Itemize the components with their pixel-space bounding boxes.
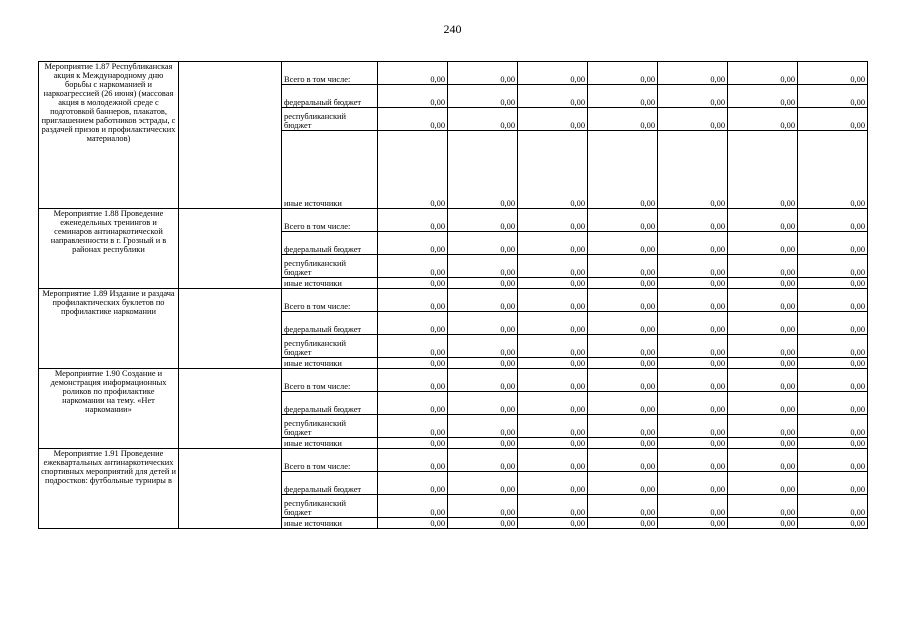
amount-cell: 0,00 <box>658 335 728 358</box>
funding-source-cell: федеральный бюджет <box>282 392 378 415</box>
funding-source-cell: Всего в том числе: <box>282 289 378 312</box>
amount-cell: 0,00 <box>728 312 798 335</box>
amount-cell: 0,00 <box>728 289 798 312</box>
funding-source-cell: республиканский бюджет <box>282 415 378 438</box>
table-row <box>39 449 868 472</box>
amount-cell: 0,00 <box>728 108 798 131</box>
amount-cell: 0,00 <box>518 278 588 289</box>
amount-cell: 0,00 <box>588 131 658 209</box>
funding-source-cell: Всего в том числе: <box>282 369 378 392</box>
amount-cell: 0,00 <box>728 255 798 278</box>
amount-cell: 0,00 <box>378 289 448 312</box>
activity-name-cell: Мероприятие 1.87 Республиканская акция к Международному дню борьбы с наркоманией и наркоагрессией (26 июня) (массовая акция в молодежной среде с подготовкой баннеров, плакатов, приглашением работников эстрады, с раздачей призов и профилактических материалов) <box>39 62 179 209</box>
amount-cell: 0,00 <box>378 312 448 335</box>
amount-cell: 0,00 <box>448 312 518 335</box>
amount-cell: 0,00 <box>448 369 518 392</box>
amount-cell: 0,00 <box>518 449 588 472</box>
amount-cell: 0,00 <box>658 62 728 85</box>
amount-cell: 0,00 <box>728 358 798 369</box>
amount-cell: 0,00 <box>588 358 658 369</box>
amount-cell: 0,00 <box>378 209 448 232</box>
amount-cell: 0,00 <box>518 495 588 518</box>
amount-cell: 0,00 <box>448 255 518 278</box>
funding-source-cell: федеральный бюджет <box>282 312 378 335</box>
funding-source-cell: федеральный бюджет <box>282 472 378 495</box>
activity-name-cell: Мероприятие 1.88 Проведение еженедельных тренингов и семинаров антинаркотической направленности в г. Грозный и в районах республики <box>39 209 179 289</box>
amount-cell: 0,00 <box>518 209 588 232</box>
amount-cell: 0,00 <box>588 518 658 529</box>
amount-cell: 0,00 <box>728 438 798 449</box>
budget-table <box>38 61 868 529</box>
amount-cell: 0,00 <box>518 289 588 312</box>
amount-cell: 0,00 <box>728 449 798 472</box>
amount-cell: 0,00 <box>588 85 658 108</box>
amount-cell: 0,00 <box>378 62 448 85</box>
amount-cell: 0,00 <box>378 358 448 369</box>
amount-cell: 0,00 <box>448 131 518 209</box>
amount-cell: 0,00 <box>658 85 728 108</box>
amount-cell: 0,00 <box>588 438 658 449</box>
activity-name-cell: Мероприятие 1.91 Проведение ежеквартальных антинаркотических спортивных мероприятий для детей и подростков: футбольные турниры в <box>39 449 179 529</box>
amount-cell: 0,00 <box>798 85 868 108</box>
amount-cell: 0,00 <box>588 232 658 255</box>
amount-cell: 0,00 <box>728 495 798 518</box>
amount-cell: 0,00 <box>798 289 868 312</box>
amount-cell: 0,00 <box>588 495 658 518</box>
amount-cell: 0,00 <box>378 472 448 495</box>
amount-cell: 0,00 <box>588 62 658 85</box>
table-row <box>39 62 868 85</box>
amount-cell: 0,00 <box>588 278 658 289</box>
amount-cell: 0,00 <box>588 392 658 415</box>
amount-cell: 0,00 <box>588 369 658 392</box>
amount-cell: 0,00 <box>448 232 518 255</box>
amount-cell: 0,00 <box>798 255 868 278</box>
amount-cell: 0,00 <box>448 438 518 449</box>
amount-cell: 0,00 <box>798 209 868 232</box>
amount-cell: 0,00 <box>518 131 588 209</box>
amount-cell: 0,00 <box>518 438 588 449</box>
amount-cell: 0,00 <box>728 369 798 392</box>
amount-cell: 0,00 <box>658 232 728 255</box>
amount-cell: 0,00 <box>658 289 728 312</box>
amount-cell: 0,00 <box>448 108 518 131</box>
amount-cell: 0,00 <box>588 312 658 335</box>
amount-cell: 0,00 <box>798 472 868 495</box>
amount-cell: 0,00 <box>658 358 728 369</box>
amount-cell: 0,00 <box>448 415 518 438</box>
amount-cell: 0,00 <box>728 518 798 529</box>
amount-cell: 0,00 <box>378 495 448 518</box>
funding-source-cell: федеральный бюджет <box>282 232 378 255</box>
amount-cell: 0,00 <box>448 209 518 232</box>
amount-cell: 0,00 <box>448 278 518 289</box>
funding-source-cell: Всего в том числе: <box>282 449 378 472</box>
amount-cell: 0,00 <box>658 495 728 518</box>
amount-cell: 0,00 <box>448 62 518 85</box>
funding-source-cell: иные источники <box>282 358 378 369</box>
amount-cell: 0,00 <box>798 369 868 392</box>
budget-table-body <box>39 62 868 529</box>
amount-cell: 0,00 <box>798 415 868 438</box>
amount-cell: 0,00 <box>588 449 658 472</box>
amount-cell: 0,00 <box>378 369 448 392</box>
amount-cell: 0,00 <box>588 472 658 495</box>
amount-cell: 0,00 <box>728 209 798 232</box>
amount-cell: 0,00 <box>658 255 728 278</box>
executor-cell <box>179 62 282 209</box>
funding-source-cell: иные источники <box>282 278 378 289</box>
amount-cell: 0,00 <box>448 518 518 529</box>
amount-cell: 0,00 <box>798 131 868 209</box>
amount-cell: 0,00 <box>518 358 588 369</box>
amount-cell: 0,00 <box>728 85 798 108</box>
amount-cell: 0,00 <box>448 495 518 518</box>
executor-cell <box>179 449 282 529</box>
amount-cell: 0,00 <box>658 131 728 209</box>
amount-cell: 0,00 <box>798 335 868 358</box>
table-row <box>39 369 868 392</box>
amount-cell: 0,00 <box>518 392 588 415</box>
amount-cell: 0,00 <box>448 358 518 369</box>
page-number: 240 <box>443 22 462 36</box>
amount-cell: 0,00 <box>658 392 728 415</box>
activity-name-cell: Мероприятие 1.89 Издание и раздача профилактических буклетов по профилактике наркомании <box>39 289 179 369</box>
amount-cell: 0,00 <box>798 392 868 415</box>
amount-cell: 0,00 <box>518 335 588 358</box>
amount-cell: 0,00 <box>378 518 448 529</box>
amount-cell: 0,00 <box>798 312 868 335</box>
amount-cell: 0,00 <box>588 415 658 438</box>
amount-cell: 0,00 <box>728 131 798 209</box>
amount-cell: 0,00 <box>518 255 588 278</box>
amount-cell: 0,00 <box>518 108 588 131</box>
amount-cell: 0,00 <box>518 312 588 335</box>
amount-cell: 0,00 <box>658 518 728 529</box>
funding-source-cell: Всего в том числе: <box>282 62 378 85</box>
amount-cell: 0,00 <box>448 289 518 312</box>
amount-cell: 0,00 <box>728 392 798 415</box>
amount-cell: 0,00 <box>588 108 658 131</box>
executor-cell <box>179 369 282 449</box>
amount-cell: 0,00 <box>658 438 728 449</box>
amount-cell: 0,00 <box>588 209 658 232</box>
amount-cell: 0,00 <box>728 472 798 495</box>
amount-cell: 0,00 <box>728 278 798 289</box>
funding-source-cell: республиканский бюджет <box>282 108 378 131</box>
amount-cell: 0,00 <box>518 62 588 85</box>
amount-cell: 0,00 <box>518 85 588 108</box>
funding-source-cell: республиканский бюджет <box>282 335 378 358</box>
table-row <box>39 289 868 312</box>
amount-cell: 0,00 <box>448 85 518 108</box>
amount-cell: 0,00 <box>728 415 798 438</box>
amount-cell: 0,00 <box>378 415 448 438</box>
amount-cell: 0,00 <box>378 232 448 255</box>
amount-cell: 0,00 <box>378 449 448 472</box>
funding-source-cell: федеральный бюджет <box>282 85 378 108</box>
amount-cell: 0,00 <box>658 449 728 472</box>
amount-cell: 0,00 <box>378 85 448 108</box>
amount-cell: 0,00 <box>798 438 868 449</box>
amount-cell: 0,00 <box>798 518 868 529</box>
amount-cell: 0,00 <box>798 495 868 518</box>
funding-source-cell: республиканский бюджет <box>282 255 378 278</box>
amount-cell: 0,00 <box>448 392 518 415</box>
amount-cell: 0,00 <box>588 335 658 358</box>
amount-cell: 0,00 <box>448 335 518 358</box>
amount-cell: 0,00 <box>798 358 868 369</box>
amount-cell: 0,00 <box>378 438 448 449</box>
amount-cell: 0,00 <box>378 392 448 415</box>
amount-cell: 0,00 <box>658 278 728 289</box>
amount-cell: 0,00 <box>378 278 448 289</box>
funding-source-cell: республиканский бюджет <box>282 495 378 518</box>
amount-cell: 0,00 <box>658 369 728 392</box>
amount-cell: 0,00 <box>658 312 728 335</box>
funding-source-cell: Всего в том числе: <box>282 209 378 232</box>
executor-cell <box>179 209 282 289</box>
amount-cell: 0,00 <box>658 209 728 232</box>
amount-cell: 0,00 <box>658 472 728 495</box>
amount-cell: 0,00 <box>518 472 588 495</box>
amount-cell: 0,00 <box>728 232 798 255</box>
funding-source-cell: иные источники <box>282 131 378 209</box>
amount-cell: 0,00 <box>798 62 868 85</box>
amount-cell: 0,00 <box>588 289 658 312</box>
amount-cell: 0,00 <box>518 369 588 392</box>
amount-cell: 0,00 <box>728 62 798 85</box>
executor-cell <box>179 289 282 369</box>
amount-cell: 0,00 <box>378 255 448 278</box>
amount-cell: 0,00 <box>728 335 798 358</box>
amount-cell: 0,00 <box>798 449 868 472</box>
amount-cell: 0,00 <box>518 518 588 529</box>
amount-cell: 0,00 <box>798 108 868 131</box>
amount-cell: 0,00 <box>658 108 728 131</box>
activity-name-cell: Мероприятие 1.90 Создание и демонстрация информационных роликов по профилактике наркомании на тему. «Нет наркомании» <box>39 369 179 449</box>
amount-cell: 0,00 <box>588 255 658 278</box>
amount-cell: 0,00 <box>378 108 448 131</box>
amount-cell: 0,00 <box>798 278 868 289</box>
table-row <box>39 209 868 232</box>
amount-cell: 0,00 <box>798 232 868 255</box>
amount-cell: 0,00 <box>658 415 728 438</box>
amount-cell: 0,00 <box>378 131 448 209</box>
amount-cell: 0,00 <box>518 232 588 255</box>
amount-cell: 0,00 <box>448 449 518 472</box>
amount-cell: 0,00 <box>448 472 518 495</box>
amount-cell: 0,00 <box>518 415 588 438</box>
funding-source-cell: иные источники <box>282 438 378 449</box>
amount-cell: 0,00 <box>378 335 448 358</box>
funding-source-cell: иные источники <box>282 518 378 529</box>
